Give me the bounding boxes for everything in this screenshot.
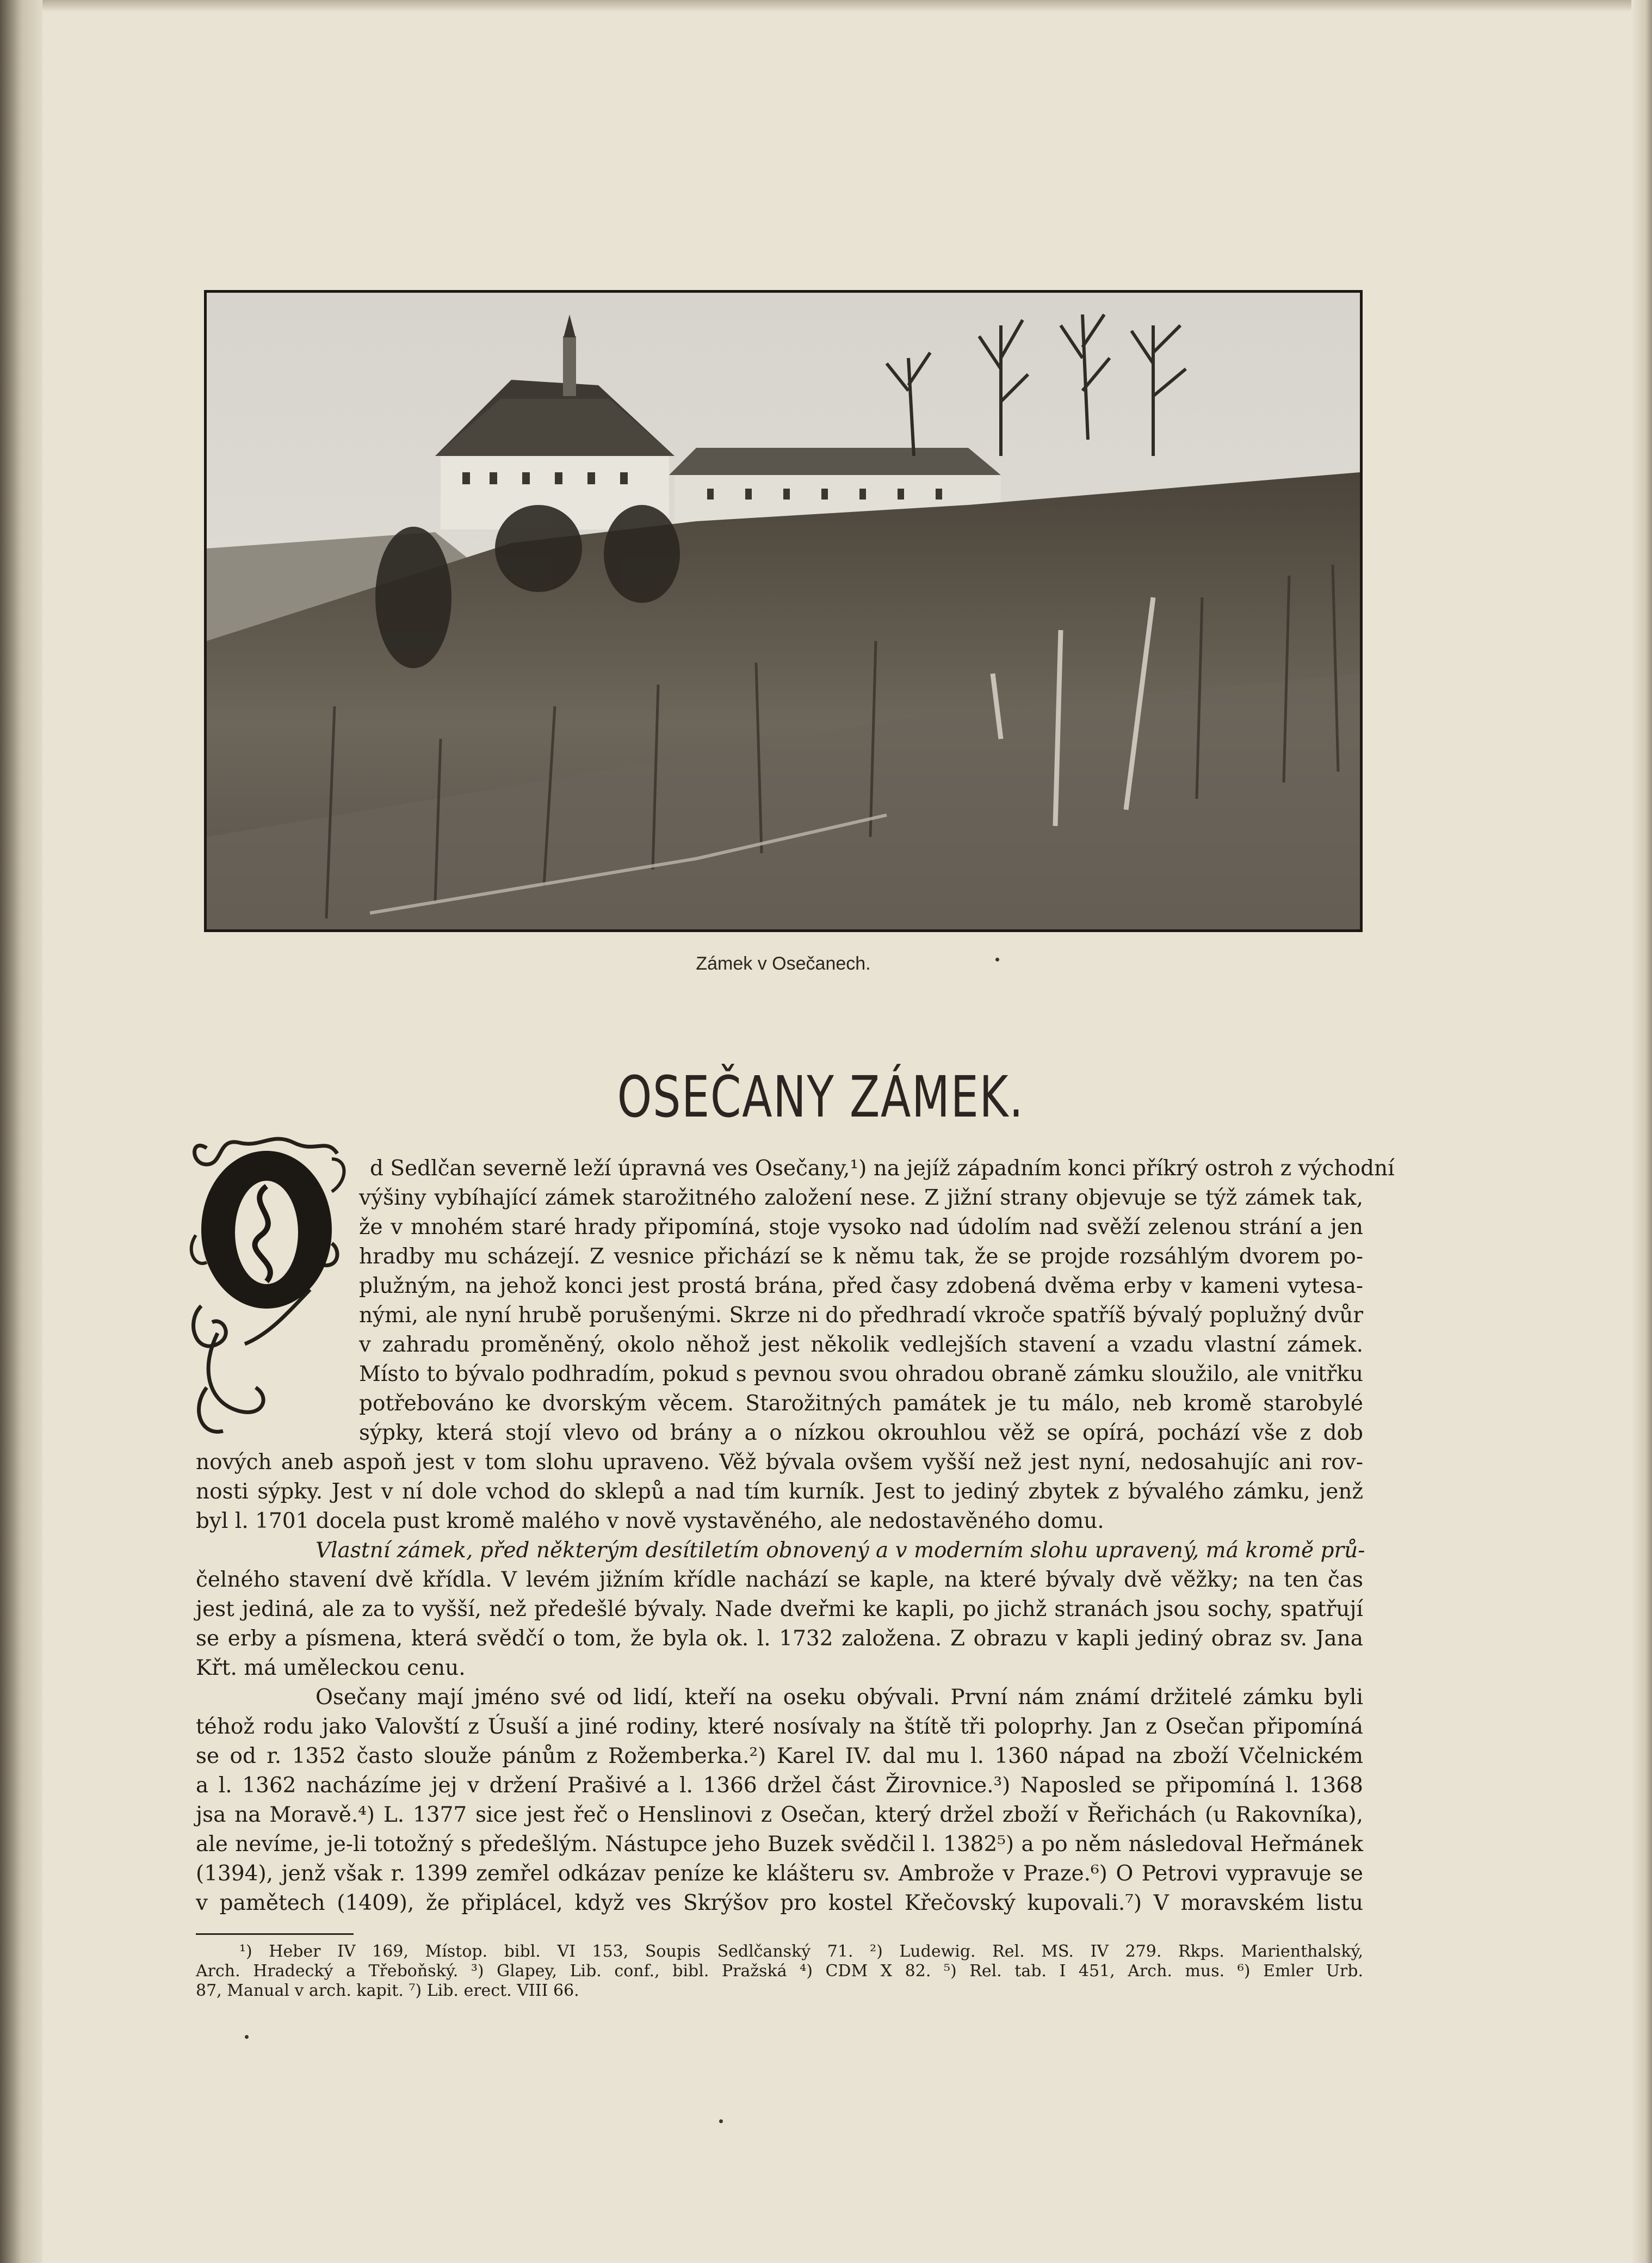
text-line: hradby mu scházejí. Z vesnice přichází se k němu tak, že se projde rozsáhlým dvorem po-	[359, 1244, 1363, 1269]
footnote-line: Arch. Hradecký a Třeboňský. ³) Glapey, Lib. conf., bibl. Pražská ⁴) CDM X 82. ⁵) Rel. tab. I 451, Arch. mus. ⁶) Emler Urb.	[196, 1962, 1363, 1981]
text-line: se od r. 1352 často slouže pánům z Rožemberka.²) Karel IV. dal mu l. 1360 nápad na zboží Včelnickém	[196, 1744, 1363, 1768]
text-line: nových aneb aspoň jest v tom slohu upraveno. Věž bývala ovšem vyšší než jest nyní, nedosahujíc ani rov-	[196, 1450, 1363, 1475]
print-speck	[245, 2035, 249, 2039]
photo-caption: Zámek v Osečanech.	[696, 953, 871, 974]
castle-photo-drawing	[207, 293, 1360, 929]
text-line: Osečany mají jméno své od lidí, kteří na oseku obývali. První nám známí držitelé zámku byli	[315, 1685, 1363, 1710]
page-right-edge	[1631, 0, 1652, 2263]
footnote-line: ¹) Heber IV 169, Místop. bibl. VI 153, Soupis Sedlčanský 71. ²) Ludewig. Rel. MS. IV 279. Rkps. Marienthalský,	[239, 1942, 1363, 1961]
text-line: Vlastní zámek, před některým desítiletím obnovený a v moderním slohu upravený, má kromě prů-	[315, 1538, 1365, 1563]
print-speck	[719, 2119, 723, 2123]
text-line: Místo to bývalo podhradím, pokud s pevnou svou ohradou obraně zámku sloužilo, ale vnitřku	[359, 1362, 1363, 1386]
text-line: (1394), jenž však r. 1399 zemřel odkázav peníze ke klášteru sv. Ambrože v Praze.⁶) O Petrovi vypravuje se	[196, 1861, 1363, 1886]
text-line: ale nevíme, je-li totožný s předešlým. Nástupce jeho Buzek svědčil l. 1382⁵) a po něm následoval Heřmánek	[196, 1832, 1363, 1857]
text-line: plužným, na jehož konci jest prostá brána, před časy zdobená dvěma erby v kameni vytesa-	[359, 1274, 1363, 1298]
text-line: a l. 1362 nacházíme jej v držení Prašivé a l. 1366 držel část Žirovnice.³) Naposled se připomíná l. 1368	[196, 1773, 1363, 1798]
initial-flourish-icon	[185, 1126, 348, 1442]
ornamental-initial-o	[185, 1126, 348, 1442]
text-line: potřebováno ke dvorským věcem. Starožitných památek je tu málo, neb kromě starobylé	[359, 1391, 1363, 1416]
text-line: že v mnohém staré hrady připomíná, stoje vysoko nad údolím nad svěží zelenou strání a jen	[359, 1215, 1363, 1240]
footnote-divider	[196, 1933, 354, 1935]
text-line: nými, ale nyní hrubě porušenými. Skrze ni do předhradí vkroče spatříš bývalý poplužný dvůr	[359, 1303, 1363, 1328]
text-line: v zahradu proměněný, okolo něhož jest několik vedlejších stavení a vzadu vlastní zámek.	[359, 1333, 1363, 1357]
text-line: jest jediná, ale za to vyšší, než předešlé bývaly. Nade dveřmi ke kapli, po jichž stranách jsou sochy, spatřují	[196, 1597, 1363, 1621]
text-line: Křt. má uměleckou cenu.	[196, 1656, 466, 1680]
page-top-edge	[42, 0, 1631, 12]
text-line: téhož rodu jako Valovští z Úsuší a jiné rodiny, které nosívaly na štítě tři poloprhy. Jan z Osečan připomíná	[196, 1715, 1363, 1739]
text-line: sýpky, která stojí vlevo od brány a o nízkou okrouhlou věž se opírá, pochází vše z dob	[359, 1421, 1363, 1445]
print-speck	[995, 958, 999, 961]
text-line: nosti sýpky. Jest v ní dole vchod do sklepů a nad tím kurník. Jest to jediný zbytek z bývalého zámku, jenž	[196, 1479, 1363, 1504]
footnote-line: 87, Manual v arch. kapit. ⁷) Lib. erect. VIII 66.	[196, 1981, 579, 2000]
castle-photograph	[204, 290, 1363, 932]
text-line: výšiny vybíhající zámek starožitného založení nese. Z jižní strany objevuje se týž zámek tak,	[359, 1186, 1363, 1210]
text-line: byl l. 1701 docela pust kromě malého v nově vystavěného, ale nedostavěného domu.	[196, 1509, 1104, 1533]
text-line: se erby a písmena, která svědčí o tom, že byla ok. l. 1732 založena. Z obrazu v kapli jediný obraz sv. Jana	[196, 1626, 1363, 1651]
page-title: OSEČANY ZÁMEK.	[617, 1064, 1024, 1130]
text-line: jsa na Moravě.⁴) L. 1377 sice jest řeč o Henslinovi z Osečan, který držel zboží v Řeřichách (u Rakovníka),	[196, 1803, 1363, 1827]
text-line: d Sedlčan severně leží úpravná ves Osečany,¹) na jejíž západním konci příkrý ostroh z východní	[370, 1156, 1395, 1181]
text-line: čelného stavení dvě křídla. V levém jižním křídle nachází se kaple, na které bývaly dvě věžky; na ten čas	[196, 1568, 1363, 1592]
text-line: v pamětech (1409), že připlácel, když ves Skrýšov pro kostel Křečovský kupovali.⁷) V moravském listu	[196, 1891, 1363, 1915]
page-binding-edge	[0, 0, 42, 2263]
